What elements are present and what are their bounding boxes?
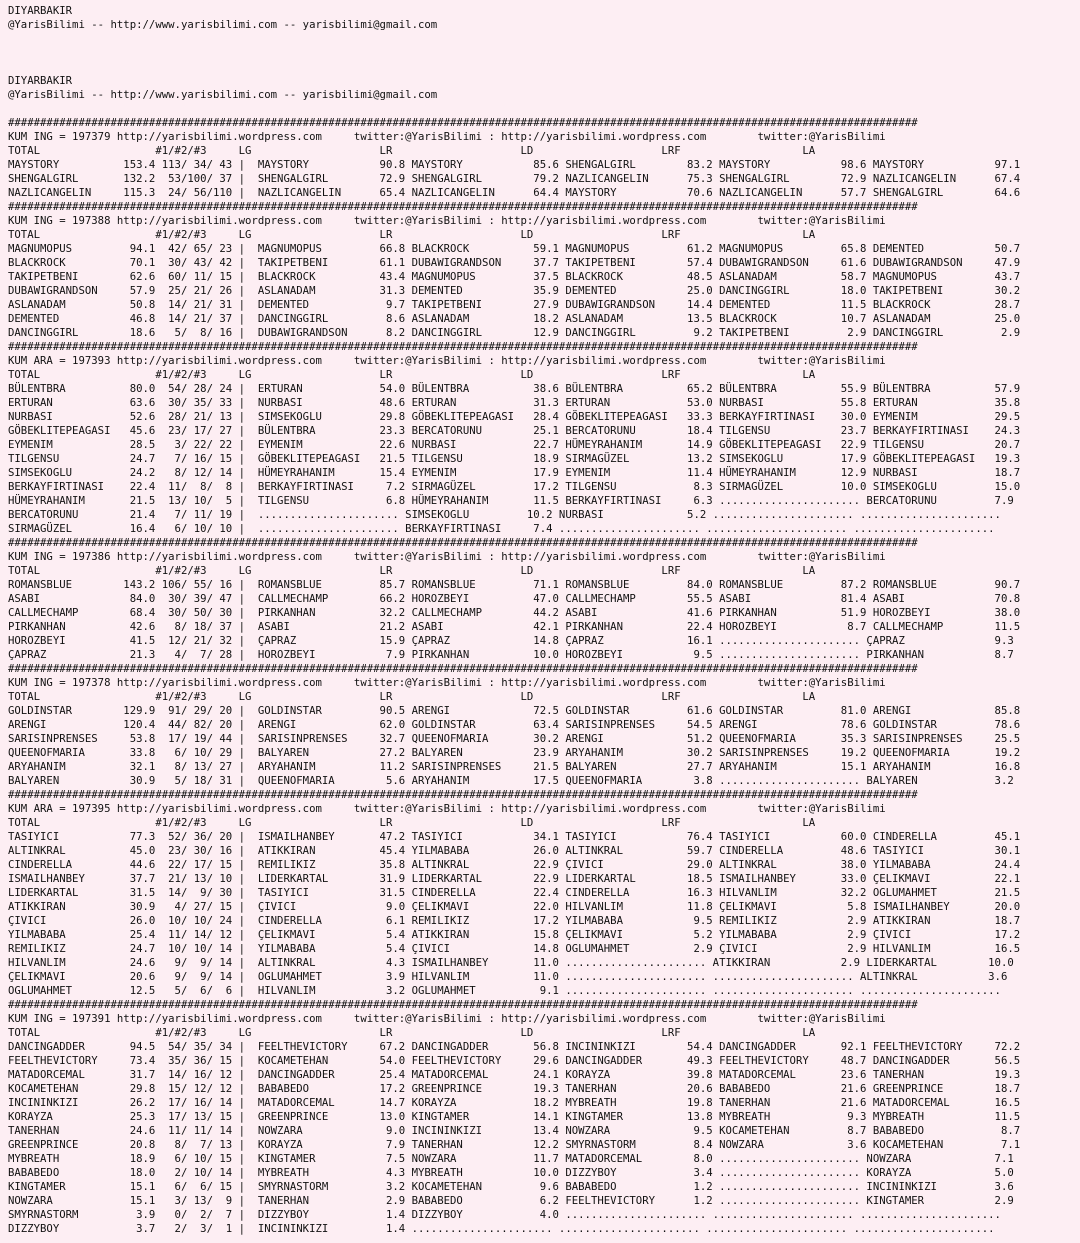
table-row: TAKIPETBENI 62.6 60/ 11/ 15 | BLACKROCK 43.4 MAGNUMOPUS 37.5 BLACKROCK 48.5 ASLANADAM 58.7 MAGNUMOPUS 43.7: [8, 270, 1021, 283]
table-row: SHENGALGIRL 132.2 53/100/ 37 | SHENGALGIRL 72.9 SHENGALGIRL 79.2 NAZLICANGELIN 75.3 SHENGALGIRL 72.9 NAZLICANGELIN 67.4: [8, 172, 1021, 185]
separator-line: ##############################################################################################################################################: [8, 536, 918, 549]
table-row: BLACKROCK 70.1 30/ 43/ 42 | TAKIPETBENI 61.1 DUBAWIGRANDSON 37.7 TAKIPETBENI 57.4 DUBAWIGRANDSON 61.6 DUBAWIGRANDSON 47.9: [8, 256, 1021, 269]
separator-line: ##############################################################################################################################################: [8, 340, 918, 353]
race-header-line: KUM ING = 197379 http://yarisbilimi.wordpress.com twitter:@YarisBilimi : http://yarisbilimi.wordpress.com twitter:@YarisBilimi: [8, 130, 886, 143]
table-row: HILVANLIM 24.6 9/ 9/ 14 | ALTINKRAL 4.3 ISMAILHANBEY 11.0 ...................... ATIKKIRAN 2.9 LIDERKARTAL 10.0: [8, 956, 1014, 969]
table-row: NAZLICANGELIN 115.3 24/ 56/110 | NAZLICANGELIN 65.4 NAZLICANGELIN 64.4 MAYSTORY 70.6 NAZLICANGELIN 57.7 SHENGALGIRL 64.6: [8, 186, 1021, 199]
separator-line: ##############################################################################################################################################: [8, 788, 918, 801]
table-row: GOLDINSTAR 129.9 91/ 29/ 20 | GOLDINSTAR 90.5 ARENGI 72.5 GOLDINSTAR 61.6 GOLDINSTAR 81.0 ARENGI 85.8: [8, 704, 1021, 717]
table-row: HÜMEYRAHANIM 21.5 13/ 10/ 5 | TILGENSU 6.8 HÜMEYRAHANIM 11.5 BERKAYFIRTINASI 6.3 ...................... BERCATORUNU 7.9: [8, 494, 1014, 507]
race-header-line: KUM ING = 197386 http://yarisbilimi.wordpress.com twitter:@YarisBilimi : http://yarisbilimi.wordpress.com twitter:@YarisBilimi: [8, 550, 886, 563]
table-row: KOCAMETEHAN 29.8 15/ 12/ 12 | BABABEDO 17.2 GREENPRINCE 19.3 TANERHAN 20.6 BABABEDO 21.6 GREENPRINCE 18.7: [8, 1082, 1021, 1095]
table-row: KINGTAMER 15.1 6/ 6/ 15 | SMYRNASTORM 3.2 KOCAMETEHAN 9.6 BABABEDO 1.2 ...................... INCININKIZI 3.6: [8, 1180, 1014, 1193]
table-row: ÇELIKMAVI 20.6 9/ 9/ 14 | OGLUMAHMET 3.9 HILVANLIM 11.0 ...................... ...................... ALTINKRAL 3.6: [8, 970, 1008, 983]
table-row: DIZZYBOY 3.7 2/ 3/ 1 | INCININKIZI 1.4 ...................... ...................... ...................... ......................: [8, 1222, 995, 1235]
table-row: ARENGI 120.4 44/ 82/ 20 | ARENGI 62.0 GOLDINSTAR 63.4 SARISINPRENSES 54.5 ARENGI 78.6 GOLDINSTAR 78.6: [8, 718, 1021, 731]
table-row: TILGENSU 24.7 7/ 16/ 15 | GÖBEKLITEPEAGASI 21.5 TILGENSU 18.9 SIRMAGÜZEL 13.2 SIMSEKOGLU 17.9 GÖBEKLITEPEAGASI 19.3: [8, 452, 1021, 465]
table-row: FEELTHEVICTORY 73.4 35/ 36/ 15 | KOCAMETEHAN 54.0 FEELTHEVICTORY 29.6 DANCINGADDER 49.3 FEELTHEVICTORY 48.7 DANCINGADDER 56.5: [8, 1054, 1021, 1067]
table-row: BALYAREN 30.9 5/ 18/ 31 | QUEENOFMARIA 5.6 ARYAHANIM 17.5 QUEENOFMARIA 3.8 ...................... BALYAREN 3.2: [8, 774, 1014, 787]
race-header-line: KUM ING = 197391 http://yarisbilimi.wordpress.com twitter:@YarisBilimi : http://yarisbilimi.wordpress.com twitter:@YarisBilimi: [8, 1012, 886, 1025]
table-row: QUEENOFMARIA 33.8 6/ 10/ 29 | BALYAREN 27.2 BALYAREN 23.9 ARYAHANIM 30.2 SARISINPRENSES 19.2 QUEENOFMARIA 19.2: [8, 746, 1021, 759]
table-row: SIRMAGÜZEL 16.4 6/ 10/ 10 | ...................... BERKAYFIRTINASI 7.4 ...................... ...................... ......................: [8, 522, 995, 535]
table-row: EYMENIM 28.5 3/ 22/ 22 | EYMENIM 22.6 NURBASI 22.7 HÜMEYRAHANIM 14.9 GÖBEKLITEPEAGASI 22.9 TILGENSU 20.7: [8, 438, 1021, 451]
text-line: [8, 60, 1020, 74]
table-row: BABABEDO 18.0 2/ 10/ 14 | MYBREATH 4.3 MYBREATH 10.0 DIZZYBOY 3.4 ...................... KORAYZA 5.0: [8, 1166, 1014, 1179]
table-row: ISMAILHANBEY 37.7 21/ 13/ 10 | LIDERKARTAL 31.9 LIDERKARTAL 22.9 LIDERKARTAL 18.5 ISMAILHANBEY 33.0 ÇELIKMAVI 22.1: [8, 872, 1021, 885]
contact-line: @YarisBilimi -- http://www.yarisbilimi.com -- yarisbilimi@gmail.com: [8, 88, 438, 101]
text-line: [8, 46, 1020, 60]
table-row: MAYSTORY 153.4 113/ 34/ 43 | MAYSTORY 90.8 MAYSTORY 85.6 SHENGALGIRL 83.2 MAYSTORY 98.6 MAYSTORY 97.1: [8, 158, 1021, 171]
table-row: ATIKKIRAN 30.9 4/ 27/ 15 | ÇIVICI 9.0 ÇELIKMAVI 22.0 HILVANLIM 11.8 ÇELIKMAVI 5.8 ISMAILHANBEY 20.0: [8, 900, 1021, 913]
table-row: CINDERELLA 44.6 22/ 17/ 15 | REMILIKIZ 35.8 ALTINKRAL 22.9 ÇIVICI 29.0 ALTINKRAL 38.0 YILMABABA 24.4: [8, 858, 1021, 871]
table-row: LIDERKARTAL 31.5 14/ 9/ 30 | TASIYICI 31.5 CINDERELLA 22.4 CINDERELLA 16.3 HILVANLIM 32.2 OGLUMAHMET 21.5: [8, 886, 1021, 899]
table-row: SARISINPRENSES 53.8 17/ 19/ 44 | SARISINPRENSES 32.7 QUEENOFMARIA 30.2 ARENGI 51.2 QUEENOFMARIA 35.3 SARISINPRENSES 25.5: [8, 732, 1021, 745]
table-row: MAGNUMOPUS 94.1 42/ 65/ 23 | MAGNUMOPUS 66.8 BLACKROCK 59.1 MAGNUMOPUS 61.2 MAGNUMOPUS 65.8 DEMENTED 50.7: [8, 242, 1021, 255]
table-row: OGLUMAHMET 12.5 5/ 6/ 6 | HILVANLIM 3.2 OGLUMAHMET 9.1 ...................... ...................... ......................: [8, 984, 1001, 997]
table-row: CALLMECHAMP 68.4 30/ 50/ 30 | PIRKANHAN 32.2 CALLMECHAMP 44.2 ASABI 41.6 PIRKANHAN 51.9 HOROZBEYI 38.0: [8, 606, 1021, 619]
table-row: GREENPRINCE 20.8 8/ 7/ 13 | KORAYZA 7.9 TANERHAN 12.2 SMYRNASTORM 8.4 NOWZARA 3.6 KOCAMETEHAN 7.1: [8, 1138, 1021, 1151]
table-row: ERTURAN 63.6 30/ 35/ 33 | NURBASI 48.6 ERTURAN 31.3 ERTURAN 53.0 NURBASI 55.8 ERTURAN 35.8: [8, 396, 1021, 409]
table-row: ASLANADAM 50.8 14/ 21/ 31 | DEMENTED 9.7 TAKIPETBENI 27.9 DUBAWIGRANDSON 14.4 DEMENTED 11.5 BLACKROCK 28.7: [8, 298, 1021, 311]
column-header-line: TOTAL #1/#2/#3 LG LR LD LRF LA: [8, 228, 816, 241]
table-row: NURBASI 52.6 28/ 21/ 13 | SIMSEKOGLU 29.8 GÖBEKLITEPEAGASI 28.4 GÖBEKLITEPEAGASI 33.3 BERKAYFIRTINASI 30.0 EYMENIM 29.5: [8, 410, 1021, 423]
table-row: GÖBEKLITEPEAGASI 45.6 23/ 17/ 27 | BÜLENTBRA 23.3 BERCATORUNU 25.1 BERCATORUNU 18.4 TILGENSU 23.7 BERKAYFIRTINASI 24.3: [8, 424, 1021, 437]
contact-line: @YarisBilimi -- http://www.yarisbilimi.com -- yarisbilimi@gmail.com: [8, 18, 438, 31]
column-header-line: TOTAL #1/#2/#3 LG LR LD LRF LA: [8, 144, 816, 157]
column-header-line: TOTAL #1/#2/#3 LG LR LD LRF LA: [8, 816, 816, 829]
text-line: [8, 102, 1020, 116]
city-title: DIYARBAKIR: [8, 74, 73, 87]
separator-line: ##############################################################################################################################################: [8, 998, 918, 1011]
city-title: DIYARBAKIR: [8, 4, 73, 17]
table-row: ÇAPRAZ 21.3 4/ 7/ 28 | HOROZBEYI 7.9 PIRKANHAN 10.0 HOROZBEYI 9.5 ...................... PIRKANHAN 8.7: [8, 648, 1014, 661]
table-row: REMILIKIZ 24.7 10/ 10/ 14 | YILMABABA 5.4 ÇIVICI 14.8 OGLUMAHMET 2.9 ÇIVICI 2.9 HILVANLIM 16.5: [8, 942, 1021, 955]
table-row: PIRKANHAN 42.6 8/ 18/ 37 | ASABI 21.2 ASABI 42.1 PIRKANHAN 22.4 HOROZBEYI 8.7 CALLMECHAMP 11.5: [8, 620, 1021, 633]
table-row: DANCINGADDER 94.5 54/ 35/ 34 | FEELTHEVICTORY 67.2 DANCINGADDER 56.8 INCININKIZI 54.4 DANCINGADDER 92.1 FEELTHEVICTORY 72.2: [8, 1040, 1021, 1053]
table-row: TASIYICI 77.3 52/ 36/ 20 | ISMAILHANBEY 47.2 TASIYICI 34.1 TASIYICI 76.4 TASIYICI 60.0 CINDERELLA 45.1: [8, 830, 1021, 843]
separator-line: ##############################################################################################################################################: [8, 116, 918, 129]
race-header-line: KUM ARA = 197395 http://yarisbilimi.wordpress.com twitter:@YarisBilimi : http://yarisbilimi.wordpress.com twitter:@YarisBilimi: [8, 802, 886, 815]
column-header-line: TOTAL #1/#2/#3 LG LR LD LRF LA: [8, 564, 816, 577]
separator-line: ##############################################################################################################################################: [8, 662, 918, 675]
separator-line: ##############################################################################################################################################: [8, 200, 918, 213]
race-stats-document: [8, 4, 1020, 1236]
table-row: YILMABABA 25.4 11/ 14/ 12 | ÇELIKMAVI 5.4 ATIKKIRAN 15.8 ÇELIKMAVI 5.2 YILMABABA 2.9 ÇIVICI 17.2: [8, 928, 1021, 941]
table-row: NOWZARA 15.1 3/ 13/ 9 | TANERHAN 2.9 BABABEDO 6.2 FEELTHEVICTORY 1.2 ...................... KINGTAMER 2.9: [8, 1194, 1014, 1207]
table-row: KORAYZA 25.3 17/ 13/ 15 | GREENPRINCE 13.0 KINGTAMER 14.1 KINGTAMER 13.8 MYBREATH 9.3 MYBREATH 11.5: [8, 1110, 1021, 1123]
table-row: MYBREATH 18.9 6/ 10/ 15 | KINGTAMER 7.5 NOWZARA 11.7 MATADORCEMAL 8.0 ...................... NOWZARA 7.1: [8, 1152, 1014, 1165]
race-header-line: KUM ARA = 197393 http://yarisbilimi.wordpress.com twitter:@YarisBilimi : http://yarisbilimi.wordpress.com twitter:@YarisBilimi: [8, 354, 886, 367]
table-row: ROMANSBLUE 143.2 106/ 55/ 16 | ROMANSBLUE 85.7 ROMANSBLUE 71.1 ROMANSBLUE 84.0 ROMANSBLUE 87.2 ROMANSBLUE 90.7: [8, 578, 1021, 591]
table-row: HOROZBEYI 41.5 12/ 21/ 32 | ÇAPRAZ 15.9 ÇAPRAZ 14.8 ÇAPRAZ 16.1 ...................... ÇAPRAZ 9.3: [8, 634, 1014, 647]
table-row: ASABI 84.0 30/ 39/ 47 | CALLMECHAMP 66.2 HOROZBEYI 47.0 CALLMECHAMP 55.5 ASABI 81.4 ASABI 70.8: [8, 592, 1021, 605]
table-row: DEMENTED 46.8 14/ 21/ 37 | DANCINGGIRL 8.6 ASLANADAM 18.2 ASLANADAM 13.5 BLACKROCK 10.7 ASLANADAM 25.0: [8, 312, 1021, 325]
column-header-line: TOTAL #1/#2/#3 LG LR LD LRF LA: [8, 690, 816, 703]
column-header-line: TOTAL #1/#2/#3 LG LR LD LRF LA: [8, 1026, 816, 1039]
table-row: TANERHAN 24.6 11/ 11/ 14 | NOWZARA 9.0 INCININKIZI 13.4 NOWZARA 9.5 KOCAMETEHAN 8.7 BABABEDO 8.7: [8, 1124, 1021, 1137]
table-row: MATADORCEMAL 31.7 14/ 16/ 12 | DANCINGADDER 25.4 MATADORCEMAL 24.1 KORAYZA 39.8 MATADORCEMAL 23.6 TANERHAN 19.3: [8, 1068, 1021, 1081]
column-header-line: TOTAL #1/#2/#3 LG LR LD LRF LA: [8, 368, 816, 381]
text-line: [8, 32, 1020, 46]
table-row: BERCATORUNU 21.4 7/ 11/ 19 | ...................... SIMSEKOGLU 10.2 NURBASI 5.2 ...................... ......................: [8, 508, 1001, 521]
table-row: DUBAWIGRANDSON 57.9 25/ 21/ 26 | ASLANADAM 31.3 DEMENTED 35.9 DEMENTED 25.0 DANCINGGIRL 18.0 TAKIPETBENI 30.2: [8, 284, 1021, 297]
table-row: SIMSEKOGLU 24.2 8/ 12/ 14 | HÜMEYRAHANIM 15.4 EYMENIM 17.9 EYMENIM 11.4 HÜMEYRAHANIM 12.9 NURBASI 18.7: [8, 466, 1021, 479]
table-row: BERKAYFIRTINASI 22.4 11/ 8/ 8 | BERKAYFIRTINASI 7.2 SIRMAGÜZEL 17.2 TILGENSU 8.3 SIRMAGÜZEL 10.0 SIMSEKOGLU 15.0: [8, 480, 1021, 493]
race-header-line: KUM ING = 197378 http://yarisbilimi.wordpress.com twitter:@YarisBilimi : http://yarisbilimi.wordpress.com twitter:@YarisBilimi: [8, 676, 886, 689]
table-row: ÇIVICI 26.0 10/ 10/ 24 | CINDERELLA 6.1 REMILIKIZ 17.2 YILMABABA 9.5 REMILIKIZ 2.9 ATIKKIRAN 18.7: [8, 914, 1021, 927]
table-row: BÜLENTBRA 80.0 54/ 28/ 24 | ERTURAN 54.0 BÜLENTBRA 38.6 BÜLENTBRA 65.2 BÜLENTBRA 55.9 BÜLENTBRA 57.9: [8, 382, 1021, 395]
race-header-line: KUM ING = 197388 http://yarisbilimi.wordpress.com twitter:@YarisBilimi : http://yarisbilimi.wordpress.com twitter:@YarisBilimi: [8, 214, 886, 227]
table-row: ALTINKRAL 45.0 23/ 30/ 16 | ATIKKIRAN 45.4 YILMABABA 26.0 ALTINKRAL 59.7 CINDERELLA 48.6 TASIYICI 30.1: [8, 844, 1021, 857]
table-row: INCININKIZI 26.2 17/ 16/ 14 | MATADORCEMAL 14.7 KORAYZA 18.2 MYBREATH 19.8 TANERHAN 21.6 MATADORCEMAL 16.5: [8, 1096, 1021, 1109]
table-row: DANCINGGIRL 18.6 5/ 8/ 16 | DUBAWIGRANDSON 8.2 DANCINGGIRL 12.9 DANCINGGIRL 9.2 TAKIPETBENI 2.9 DANCINGGIRL 2.9: [8, 326, 1021, 339]
table-row: SMYRNASTORM 3.9 0/ 2/ 7 | DIZZYBOY 1.4 DIZZYBOY 4.0 ...................... ...................... ......................: [8, 1208, 1001, 1221]
table-row: ARYAHANIM 32.1 8/ 13/ 27 | ARYAHANIM 11.2 SARISINPRENSES 21.5 BALYAREN 27.7 ARYAHANIM 15.1 ARYAHANIM 16.8: [8, 760, 1021, 773]
